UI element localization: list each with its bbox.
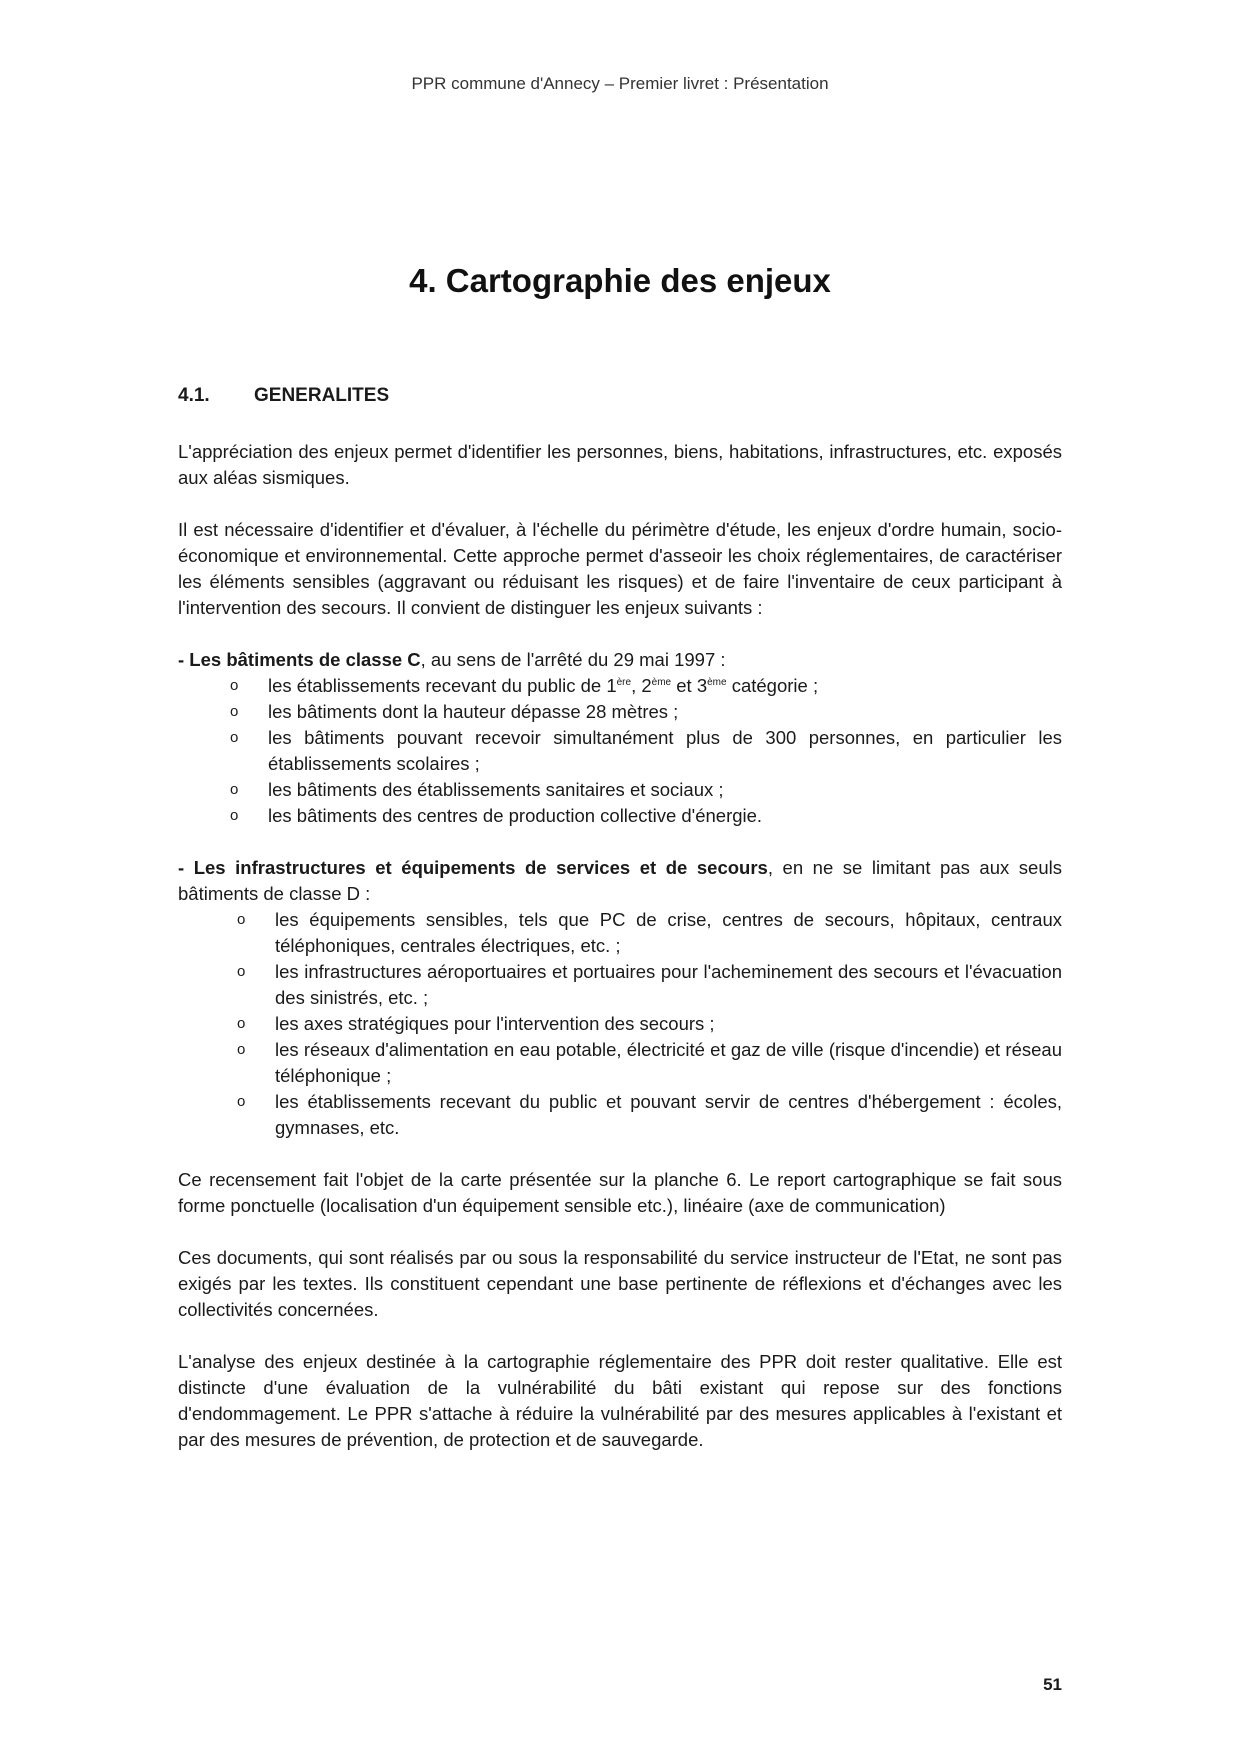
infrastructures-list bbox=[178, 907, 1062, 1141]
bullet-circle-icon: o bbox=[230, 807, 239, 824]
bullet-circle-icon: o bbox=[230, 703, 239, 720]
section-heading bbox=[178, 383, 1062, 409]
group-infrastructures-lead-rest: , en ne se limitant pas aux seuls bâtiments de classe D : bbox=[178, 857, 1062, 904]
bullet-circle-icon: o bbox=[237, 963, 246, 980]
paragraph-intro: L'appréciation des enjeux permet d'identifier les personnes, biens, habitations, infrastructures, etc. exposés aux aléas sismiques. bbox=[178, 441, 1062, 488]
list-item-text: les bâtiments des centres de production collective d'énergie. bbox=[268, 805, 763, 826]
list-item bbox=[178, 725, 1062, 777]
paragraph-documents: Ces documents, qui sont réalisés par ou sous la responsabilité du service instructeur de l'Etat, ne sont pas exigés par les textes. Ils constituent cependant une base pertinente de réflexions et d'échanges avec les collectivités concernées. bbox=[178, 1247, 1062, 1320]
bullet-circle-icon: o bbox=[237, 1041, 246, 1058]
document-body bbox=[178, 383, 1062, 1479]
bullet-circle-icon: o bbox=[230, 729, 239, 746]
paragraph-census: Ce recensement fait l'objet de la carte présentée sur la planche 6. Le report cartographique se fait sous forme ponctuelle (localisation d'un équipement sensible etc.), linéaire (axe de communication) bbox=[178, 1169, 1062, 1216]
ordinal-suffix: ème bbox=[707, 676, 727, 688]
list-item bbox=[178, 1037, 1062, 1089]
list-item bbox=[178, 1011, 1062, 1037]
group-infrastructures-lead: - Les infrastructures et équipements de services et de secours bbox=[178, 857, 768, 878]
bullet-circle-icon: o bbox=[237, 1015, 246, 1032]
ordinal-suffix: ère bbox=[616, 676, 632, 688]
bullet-circle-icon: o bbox=[230, 677, 239, 694]
list-item-text: catégorie ; bbox=[726, 675, 819, 696]
group-class-c-lead-rest: , au sens de l'arrêté du 29 mai 1997 : bbox=[420, 649, 726, 670]
list-item-text: les réseaux d'alimentation en eau potable, électricité et gaz de ville (risque d'incendie) et réseau téléphonique ; bbox=[275, 1039, 1062, 1086]
page-number: 51 bbox=[1043, 1675, 1062, 1694]
list-item-text: les équipements sensibles, tels que PC de crise, centres de secours, hôpitaux, centraux téléphoniques, centrales électriques, etc. ; bbox=[275, 909, 1062, 956]
list-item-text: les axes stratégiques pour l'intervention des secours ; bbox=[275, 1013, 715, 1034]
list-item-text: les établissements recevant du public de 1 bbox=[268, 675, 617, 696]
bullet-circle-icon: o bbox=[237, 1093, 246, 1110]
group-class-c-lead: - Les bâtiments de classe C bbox=[178, 649, 421, 670]
list-item bbox=[178, 699, 1062, 725]
list-item bbox=[178, 959, 1062, 1011]
section-title: GENERALITES bbox=[254, 385, 390, 406]
running-header: PPR commune d'Annecy – Premier livret : Présentation bbox=[411, 74, 829, 93]
list-item-text: et 3 bbox=[671, 675, 708, 696]
list-item-text: les bâtiments des établissements sanitaires et sociaux ; bbox=[268, 779, 724, 800]
paragraph-identification: Il est nécessaire d'identifier et d'évaluer, à l'échelle du périmètre d'étude, les enjeux d'ordre humain, socio-économique et environnemental. Cette approche permet d'asseoir les choix réglementaires, de caractériser les éléments sensibles (aggravant ou réduisant les risques) et de faire l'inventaire de ceux participant à l'intervention des secours. Il convient de distinguer les enjeux suivants : bbox=[178, 519, 1062, 618]
bullet-circle-icon: o bbox=[237, 911, 246, 928]
list-item-text: les bâtiments dont la hauteur dépasse 28 mètres ; bbox=[268, 701, 679, 722]
list-item-text: les bâtiments pouvant recevoir simultanément plus de 300 personnes, en particulier les établissements scolaires ; bbox=[268, 727, 1062, 774]
group-class-c-intro bbox=[178, 647, 1062, 673]
list-item bbox=[178, 777, 1062, 803]
list-item-text: les infrastructures aéroportuaires et portuaires pour l'acheminement des secours et l'évacuation des sinistrés, etc. ; bbox=[275, 961, 1062, 1008]
section-number: 4.1. bbox=[178, 385, 210, 406]
chapter-title: 4. Cartographie des enjeux bbox=[409, 262, 831, 299]
list-item bbox=[178, 907, 1062, 959]
group-infrastructures-intro bbox=[178, 855, 1062, 907]
bullet-circle-icon: o bbox=[230, 781, 239, 798]
class-c-list bbox=[178, 673, 1062, 829]
paragraph-analysis: L'analyse des enjeux destinée à la cartographie réglementaire des PPR doit rester qualitative. Elle est distincte d'une évaluation de la vulnérabilité du bâti existant qui repose sur des fonctions d'endommagement. Le PPR s'attache à réduire la vulnérabilité par des mesures applicables à l'existant et par des mesures de prévention, de protection et de sauvegarde. bbox=[178, 1351, 1062, 1450]
ordinal-suffix: ème bbox=[651, 676, 672, 688]
list-item-text: les établissements recevant du public et pouvant servir de centres d'hébergement : écoles, gymnases, etc. bbox=[275, 1091, 1062, 1138]
list-item bbox=[178, 803, 1062, 829]
list-item bbox=[178, 1089, 1062, 1141]
list-item-text: , 2 bbox=[631, 675, 652, 696]
list-item bbox=[178, 673, 1062, 699]
